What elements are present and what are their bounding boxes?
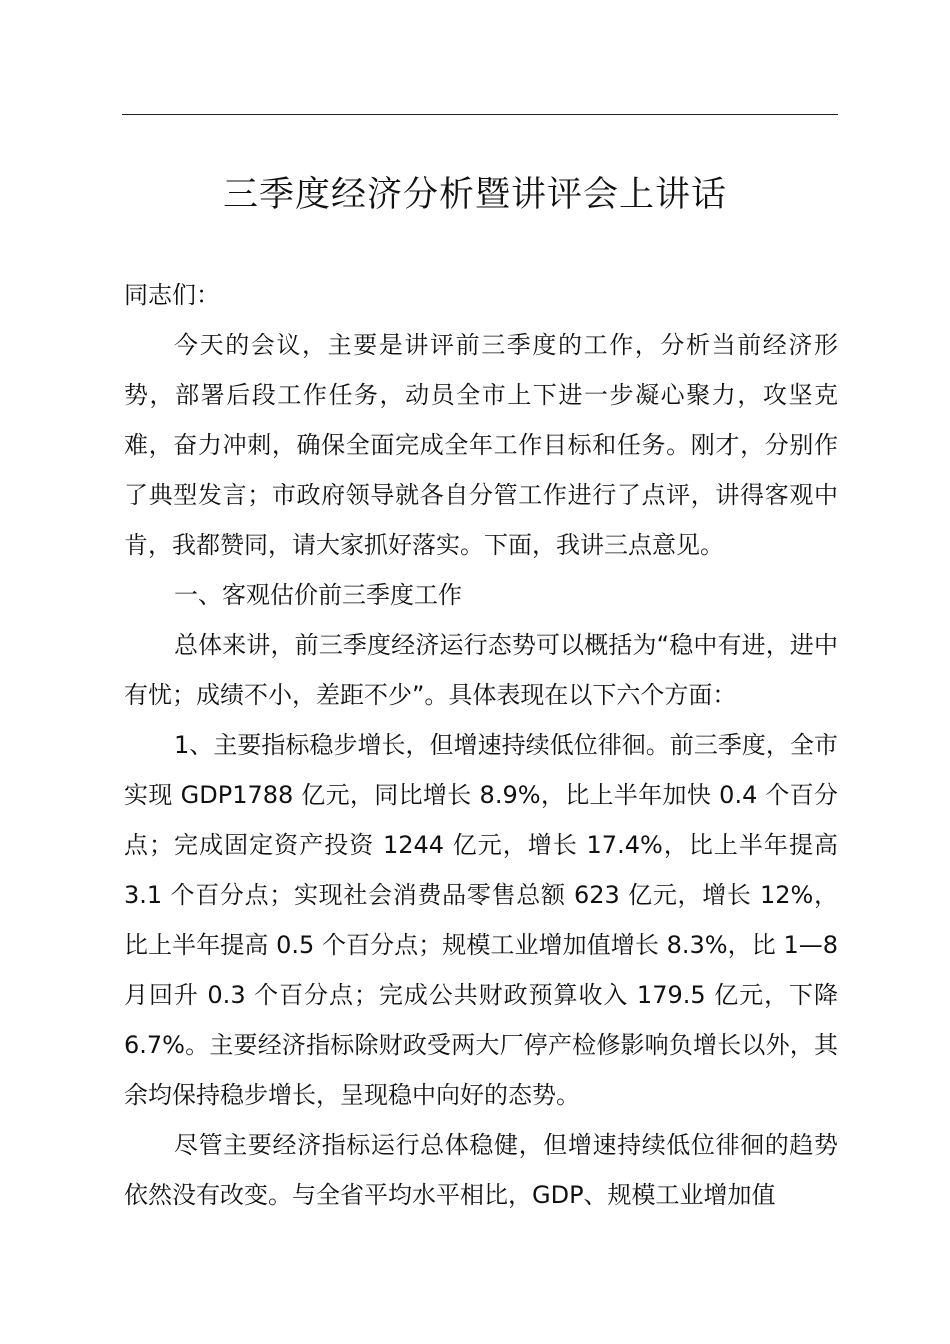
salutation: 同志们： bbox=[124, 281, 220, 309]
header-rule bbox=[122, 114, 838, 115]
document-title: 三季度经济分析暨讲评会上讲话 bbox=[222, 175, 727, 215]
paragraph-trend: 尽管主要经济指标运行总体稳健，但增速持续低位徘徊的趋势依然没有改变。与全省平均水平相比，GDP、规模工业增加值 bbox=[124, 1131, 838, 1209]
paragraph-opening: 今天的会议，主要是讲评前三季度的工作，分析当前经济形势，部署后段工作任务，动员全市上下进一步凝心聚力，攻坚克难，奋力冲刺，确保全面完成全年工作目标和任务。刚才，分别作了典型发言；市政府领导就各自分管工作进行了点评，讲得客观中肯，我都赞同，请大家抓好落实。下面，我讲三点意见。 bbox=[124, 331, 838, 559]
document-body bbox=[124, 270, 838, 1220]
section-heading: 一、客观估价前三季度工作 bbox=[174, 581, 462, 609]
paragraph-indicators: 1、主要指标稳步增长，但增速持续低位徘徊。前三季度，全市实现 GDP1788 亿元，同比增长 8.9%，比上半年加快 0.4 个百分点；完成固定资产投资 1244 亿元，增长 17.4%，比上半年提高 3.1 个百分点；实现社会消费品零售总额 623 亿元，增长 12%，比上半年提高 0.5 个百分点；规模工业增加值增长 8.3%，比 1—8 月回升 0.3 个百分点；完成公共财政预算收入 179.5 亿元，下降 6.7%。主要经济指标除财政受两大厂停产检修影响负增长以外，其余均保持稳步增长，呈现稳中向好的态势。 bbox=[124, 731, 838, 1109]
paragraph-summary: 总体来讲，前三季度经济运行态势可以概括为“稳中有进，进中有忧；成绩不小，差距不少”。具体表现在以下六个方面： bbox=[124, 631, 838, 709]
